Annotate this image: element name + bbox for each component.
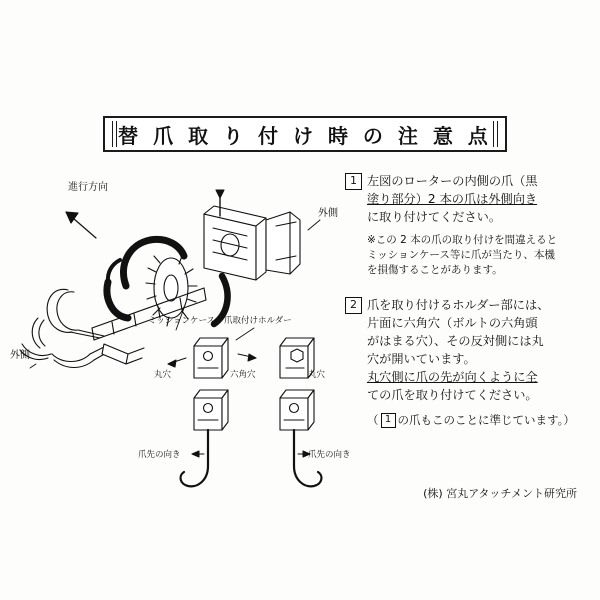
note-1-number: 1 [345,173,362,190]
label-direction-of-travel: 進行方向 [68,182,108,193]
rotor-flange-right [266,212,300,274]
holder-detail-left [194,338,228,378]
label-claw-tip-direction-right: 爪先の向き [308,450,351,460]
note-2-line-2: 片面に六角穴（ボルトの六角頭 [367,315,538,330]
note-2-tail-suffix: の爪もこのことに準じています。） [397,413,575,428]
note-1-line-1: 左図のローターの内側の爪（黒 [367,174,538,188]
note-1-line-2: 塗り部分）2 本の爪は外側向き [367,192,538,207]
note-2-tail-prefix: （ [367,413,379,428]
note-2-body [367,296,577,404]
label-round-hole-right: 丸穴 [308,370,326,380]
note-1-line-3: に取り付けてください。 [367,210,502,225]
label-claw-tip-direction-left: 爪先の向き [138,450,181,460]
outer-side-leader [308,220,320,230]
rotor-housing [204,190,266,280]
note-2-tail-number: 1 [381,413,396,428]
note-2-line-4: 穴が開いています。 [367,352,476,366]
note-2-line-6: ての爪を取り付けてください。 [367,388,538,403]
title-banner [103,116,507,152]
black-painted-claws-tip [108,260,120,282]
label-mission-case: ミッションケース [148,316,216,326]
illustration [8,168,351,498]
note-2-tail [367,412,577,428]
note-2 [345,296,577,428]
claw-left-bottom [181,430,208,486]
notes-column [345,172,577,438]
page-title: 替 爪 取 り 付 け 時 の 注 意 点 [118,123,492,148]
claw-tip-arrows [192,451,310,457]
note-2-number: 2 [345,297,362,314]
note-1-body [367,172,577,226]
outline-claws-left [20,289,104,359]
label-outer-side-left: 外側 [10,350,30,361]
note-1-caution-line-2: ミッションケース等に爪が当たり、本機 [367,249,555,262]
outline-claws-outer-left [52,346,108,368]
note-1-caution-line-1: ※この 2 本の爪の取り付けを間違えると [367,234,558,247]
direction-arrow [66,212,96,238]
note-2-line-1: 爪を取り付けるホルダー部には、 [367,297,550,312]
note-2-line-3: がはまる穴）、その反対側には丸 [367,333,544,348]
holder-bottom-left [194,390,228,430]
company-name: (株) 宮丸アタッチメント研究所 [423,487,577,500]
label-holder: 爪取付けホルダー [224,316,292,326]
outer-side-left-leader [30,364,36,368]
lower-left-bracket [102,344,144,364]
label-hex-hole: 六角穴 [230,370,256,380]
note-2-line-5: 丸穴側に爪の先が向くように全 [367,370,538,385]
label-outer-side-top: 外側 [318,208,338,219]
note-1-caution-line-3: を損傷することがあります。 [367,263,503,276]
label-round-hole-left: 丸穴 [154,370,172,380]
note-1-caution [367,233,577,278]
note-1 [345,172,577,278]
holder-bottom-right [280,390,314,430]
